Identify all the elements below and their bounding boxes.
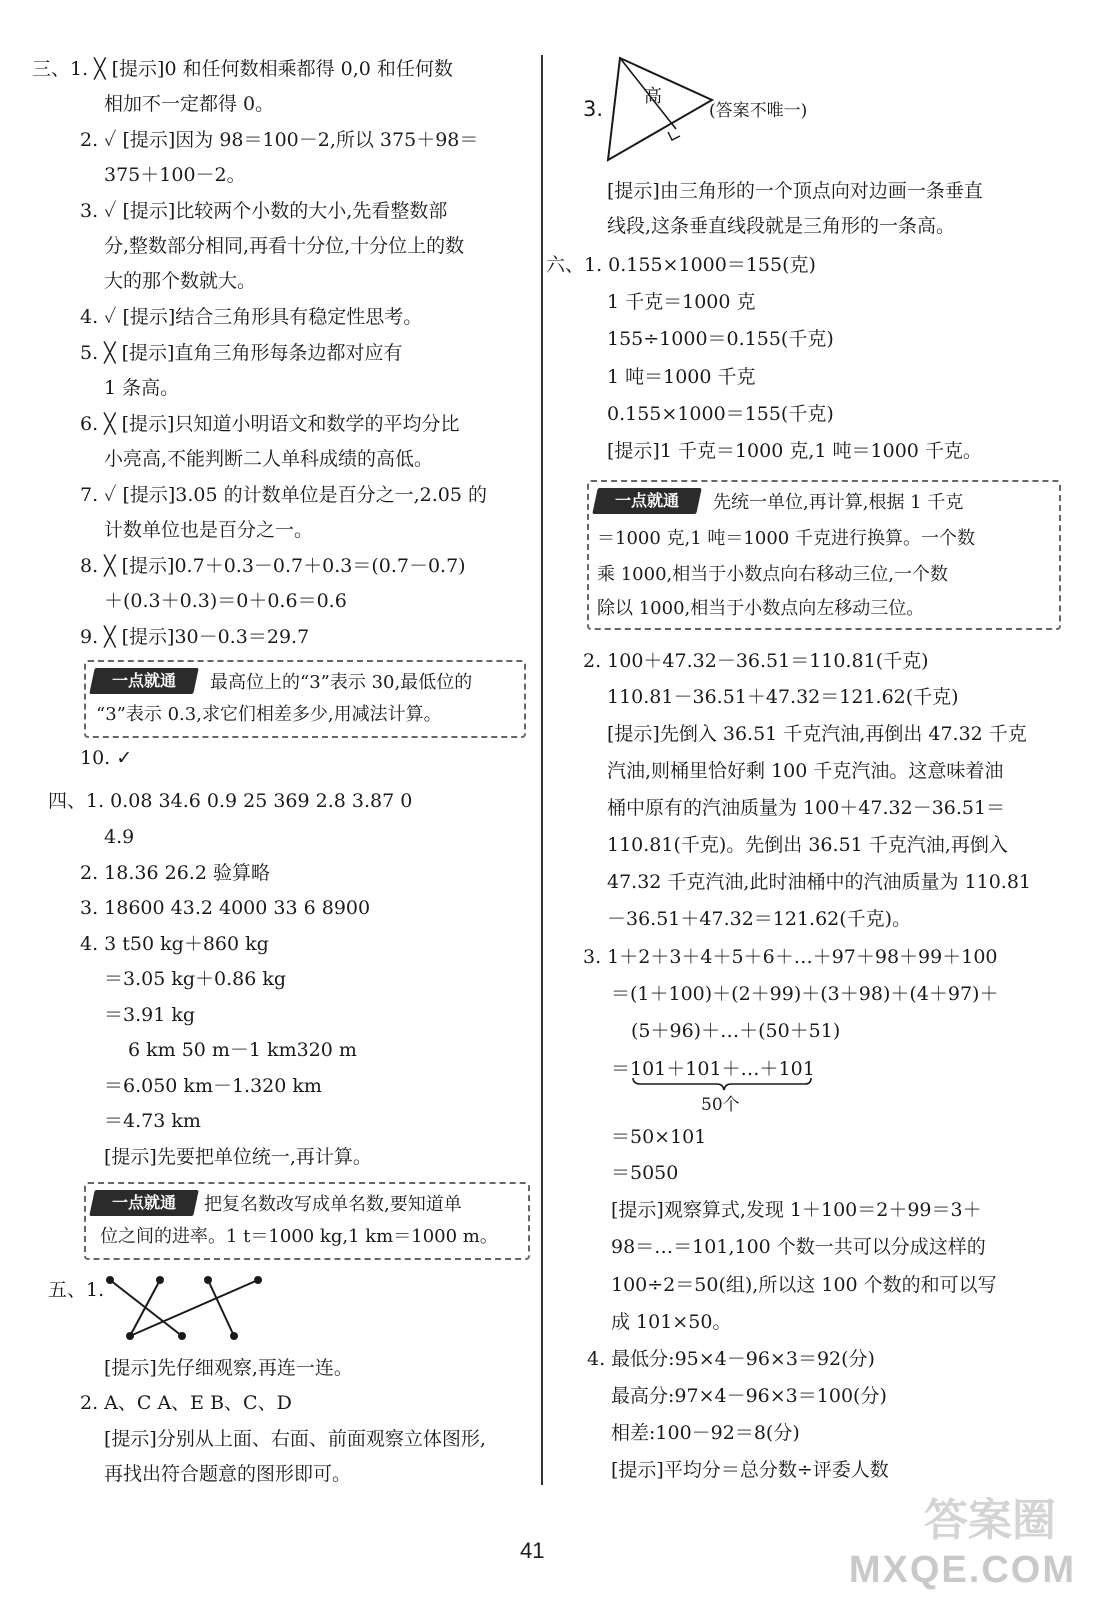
answer-line: 相加不一定都得 0。 [104, 93, 275, 115]
hint-text: [提示]先仔细观察,再连一连。 [104, 1357, 353, 1379]
answer-line: ＋(0.3＋0.3)＝0＋0.6＝0.6 [104, 590, 347, 612]
tip-text: 乘 1000,相当于小数点向右移动三位,一个数 [597, 564, 948, 585]
answer-note: (答案不唯一) [709, 101, 808, 121]
tip-box [84, 1182, 530, 1260]
tip-box [587, 480, 1061, 630]
answer-6-1: 六、1. 0.155×1000＝155(克) [546, 254, 816, 276]
hint-text: 110.81(千克)。先倒出 36.51 千克汽油,再倒入 [607, 834, 1008, 856]
answer-4-4: 4. 3 t50 kg＋860 kg [80, 933, 269, 955]
answer-line: ＝5050 [611, 1162, 679, 1184]
answer-5-3-label: 3. [583, 97, 604, 121]
answer-3-4: 4. ✓ [提示]结合三角形具有稳定性思考。 [80, 306, 423, 328]
tip-badge: 一点就通 [89, 1190, 199, 1216]
hint-text: 成 101×50。 [611, 1311, 732, 1333]
answer-line: 375＋100－2。 [104, 164, 246, 186]
answer-4-3: 3. 18600 43.2 4000 33 6 8900 [80, 897, 371, 919]
answer-line: ＝(1＋100)＋(2＋99)＋(3＋98)＋(4＋97)＋ [611, 983, 999, 1005]
tip-text: ＝1000 克,1 吨＝1000 千克进行换算。一个数 [597, 528, 975, 549]
matching-lines-figure [100, 1268, 270, 1348]
hint-text: [提示]先倒入 36.51 千克汽油,再倒出 47.32 千克 [607, 723, 1027, 745]
hint-text: －36.51＋47.32＝121.62(千克)。 [607, 908, 912, 930]
answer-line: 计数单位也是百分之一。 [104, 519, 314, 541]
answer-line: ＝6.050 km－1.320 km [104, 1075, 322, 1097]
tip-box [84, 660, 526, 738]
answer-3-10: 10. ✓ [80, 747, 133, 769]
answer-line: 110.81－36.51＋47.32＝121.62(千克) [607, 686, 959, 708]
answer-line: 分,整数部分相同,再看十分位,十分位上的数 [104, 235, 465, 257]
answer-4-2: 2. 18.36 26.2 验算略 [80, 862, 270, 884]
answer-line: ＝50×101 [611, 1126, 707, 1148]
hint-text: 98＝…＝101,100 个数一共可以分成这样的 [611, 1236, 986, 1258]
hint-text: 再找出符合题意的图形即可。 [104, 1463, 352, 1485]
hint-text: [提示]由三角形的一个顶点向对边画一条垂直 [607, 180, 983, 202]
answer-line: ＝4.73 km [104, 1110, 201, 1132]
answer-line: 大的那个数就大。 [104, 270, 257, 292]
tip-text: “3”表示 0.3,求它们相差多少,用减法计算。 [96, 704, 442, 725]
underbrace [629, 1076, 819, 1092]
answer-line: 1 吨＝1000 千克 [607, 366, 756, 388]
answer-line: ＝3.05 kg＋0.86 kg [104, 968, 287, 990]
tip-badge: 一点就通 [89, 668, 199, 694]
answer-3-8: 8. ╳ [提示]0.7＋0.3－0.7＋0.3＝(0.7－0.7) [80, 555, 466, 577]
tip-text: 把复名数改写成单名数,要知道单 [204, 1194, 462, 1215]
answer-line: ＝3.91 kg [104, 1004, 196, 1026]
tip-text: 位之间的进率。1 t＝1000 kg,1 km＝1000 m。 [100, 1226, 498, 1247]
answer-line: ＝101＋101＋…＋101 [611, 1058, 815, 1080]
answer-5-2: 2. A、C A、E B、C、D [80, 1392, 292, 1414]
answer-line: 6 km 50 m－1 km320 m [128, 1039, 357, 1061]
tip-badge: 一点就通 [592, 488, 702, 514]
hint-text: 线段,这条垂直线段就是三角形的一条高。 [607, 215, 956, 237]
answer-3-7: 7. ✓ [提示]3.05 的计数单位是百分之一,2.05 的 [80, 484, 488, 506]
answer-line: (5＋96)＋…＋(50＋51) [631, 1020, 841, 1042]
brace-label: 50个 [701, 1095, 740, 1115]
watermark-logo: 答案圈 [924, 1495, 1056, 1546]
watermark: MXQE.COM [848, 1549, 1076, 1591]
tip-text: 除以 1000,相当于小数点向左移动三位。 [597, 598, 925, 619]
answer-6-3: 3. 1＋2＋3＋4＋5＋6＋…＋97＋98＋99＋100 [583, 946, 998, 968]
hint-text: 桶中原有的汽油质量为 100＋47.32－36.51＝ [607, 797, 1006, 819]
hint-text: [提示]先要把单位统一,再计算。 [104, 1146, 372, 1168]
answer-line: 1 条高。 [104, 377, 180, 399]
hint-text: [提示]分别从上面、右面、前面观察立体图形, [104, 1428, 486, 1450]
column-divider [541, 55, 543, 1485]
tip-text: 最高位上的“3”表示 30,最低位的 [210, 672, 473, 693]
answer-line: 最高分:97×4－96×3＝100(分) [611, 1385, 887, 1407]
answer-line: 小亮高,不能判断二人单科成绩的高低。 [104, 448, 434, 470]
hint-text: 100÷2＝50(组),所以这 100 个数的和可以写 [611, 1274, 997, 1296]
answer-5-1: 五、1. [48, 1279, 105, 1301]
hint-text: [提示]平均分＝总分数÷评委人数 [611, 1459, 889, 1481]
answer-line: 1 千克＝1000 克 [607, 291, 756, 313]
answer-6-2: 2. 100＋47.32－36.51＝110.81(千克) [583, 650, 929, 672]
hint-text: [提示]观察算式,发现 1＋100＝2＋99＝3＋ [611, 1199, 982, 1221]
hint-text: [提示]1 千克＝1000 克,1 吨＝1000 千克。 [607, 440, 982, 462]
answer-3-3: 3. ✓ [提示]比较两个小数的大小,先看整数部 [80, 200, 448, 222]
answer-4-1: 四、1. 0.08 34.6 0.9 25 369 2.8 3.87 0 [48, 790, 413, 812]
page-number: 41 [520, 1538, 545, 1563]
answer-6-4: 4. 最低分:95×4－96×3＝92(分) [587, 1348, 875, 1370]
answer-3-1: 三、1. ╳ [提示]0 和任何数相乘都得 0,0 和任何数 [32, 58, 453, 80]
answer-3-5: 5. ╳ [提示]直角三角形每条边都对应有 [80, 342, 403, 364]
hint-text: 47.32 千克汽油,此时油桶中的汽油质量为 110.81 [607, 871, 1031, 893]
answer-3-6: 6. ╳ [提示]只知道小明语文和数学的平均分比 [80, 413, 460, 435]
answer-line: 相差:100－92＝8(分) [611, 1422, 800, 1444]
answer-line: 0.155×1000＝155(千克) [607, 403, 834, 425]
answer-3-2: 2. ✓ [提示]因为 98＝100－2,所以 375＋98＝ [80, 129, 479, 151]
answer-3-9: 9. ╳ [提示]30－0.3＝29.7 [80, 626, 310, 648]
height-label: 高 [644, 86, 662, 107]
hint-text: 汽油,则桶里恰好剩 100 千克汽油。这意味着油 [607, 760, 1004, 782]
tip-text: 先统一单位,再计算,根据 1 千克 [713, 492, 964, 513]
answer-line: 4.9 [104, 826, 135, 848]
answer-line: 155÷1000＝0.155(千克) [607, 328, 834, 350]
